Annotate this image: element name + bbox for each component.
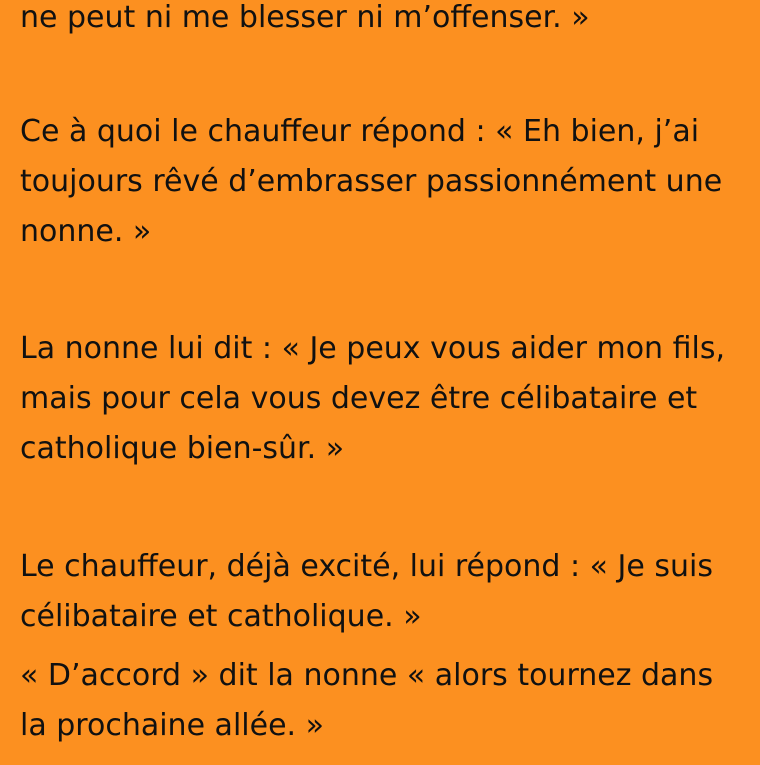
paragraph-driver-reply: Ce à quoi le chauffeur répond : « Eh bien, j’ai toujours rêvé d’embrasser passionnément une nonne. »: [20, 114, 723, 249]
paragraph-continuation: ne peut ni me blesser ni m’offenser. »: [20, 0, 590, 35]
paragraph-nun-instruction: « D’accord » dit la nonne « alors tournez dans la prochaine allée. »: [20, 658, 714, 743]
paragraph-driver-answer: Le chauffeur, déjà excité, lui répond : « Je suis célibataire et catholique. »: [20, 549, 713, 634]
paragraph-nun-reply: La nonne lui dit : « Je peux vous aider mon fils, mais pour cela vous devez être célibataire et catholique bien-sûr. »: [20, 331, 725, 466]
